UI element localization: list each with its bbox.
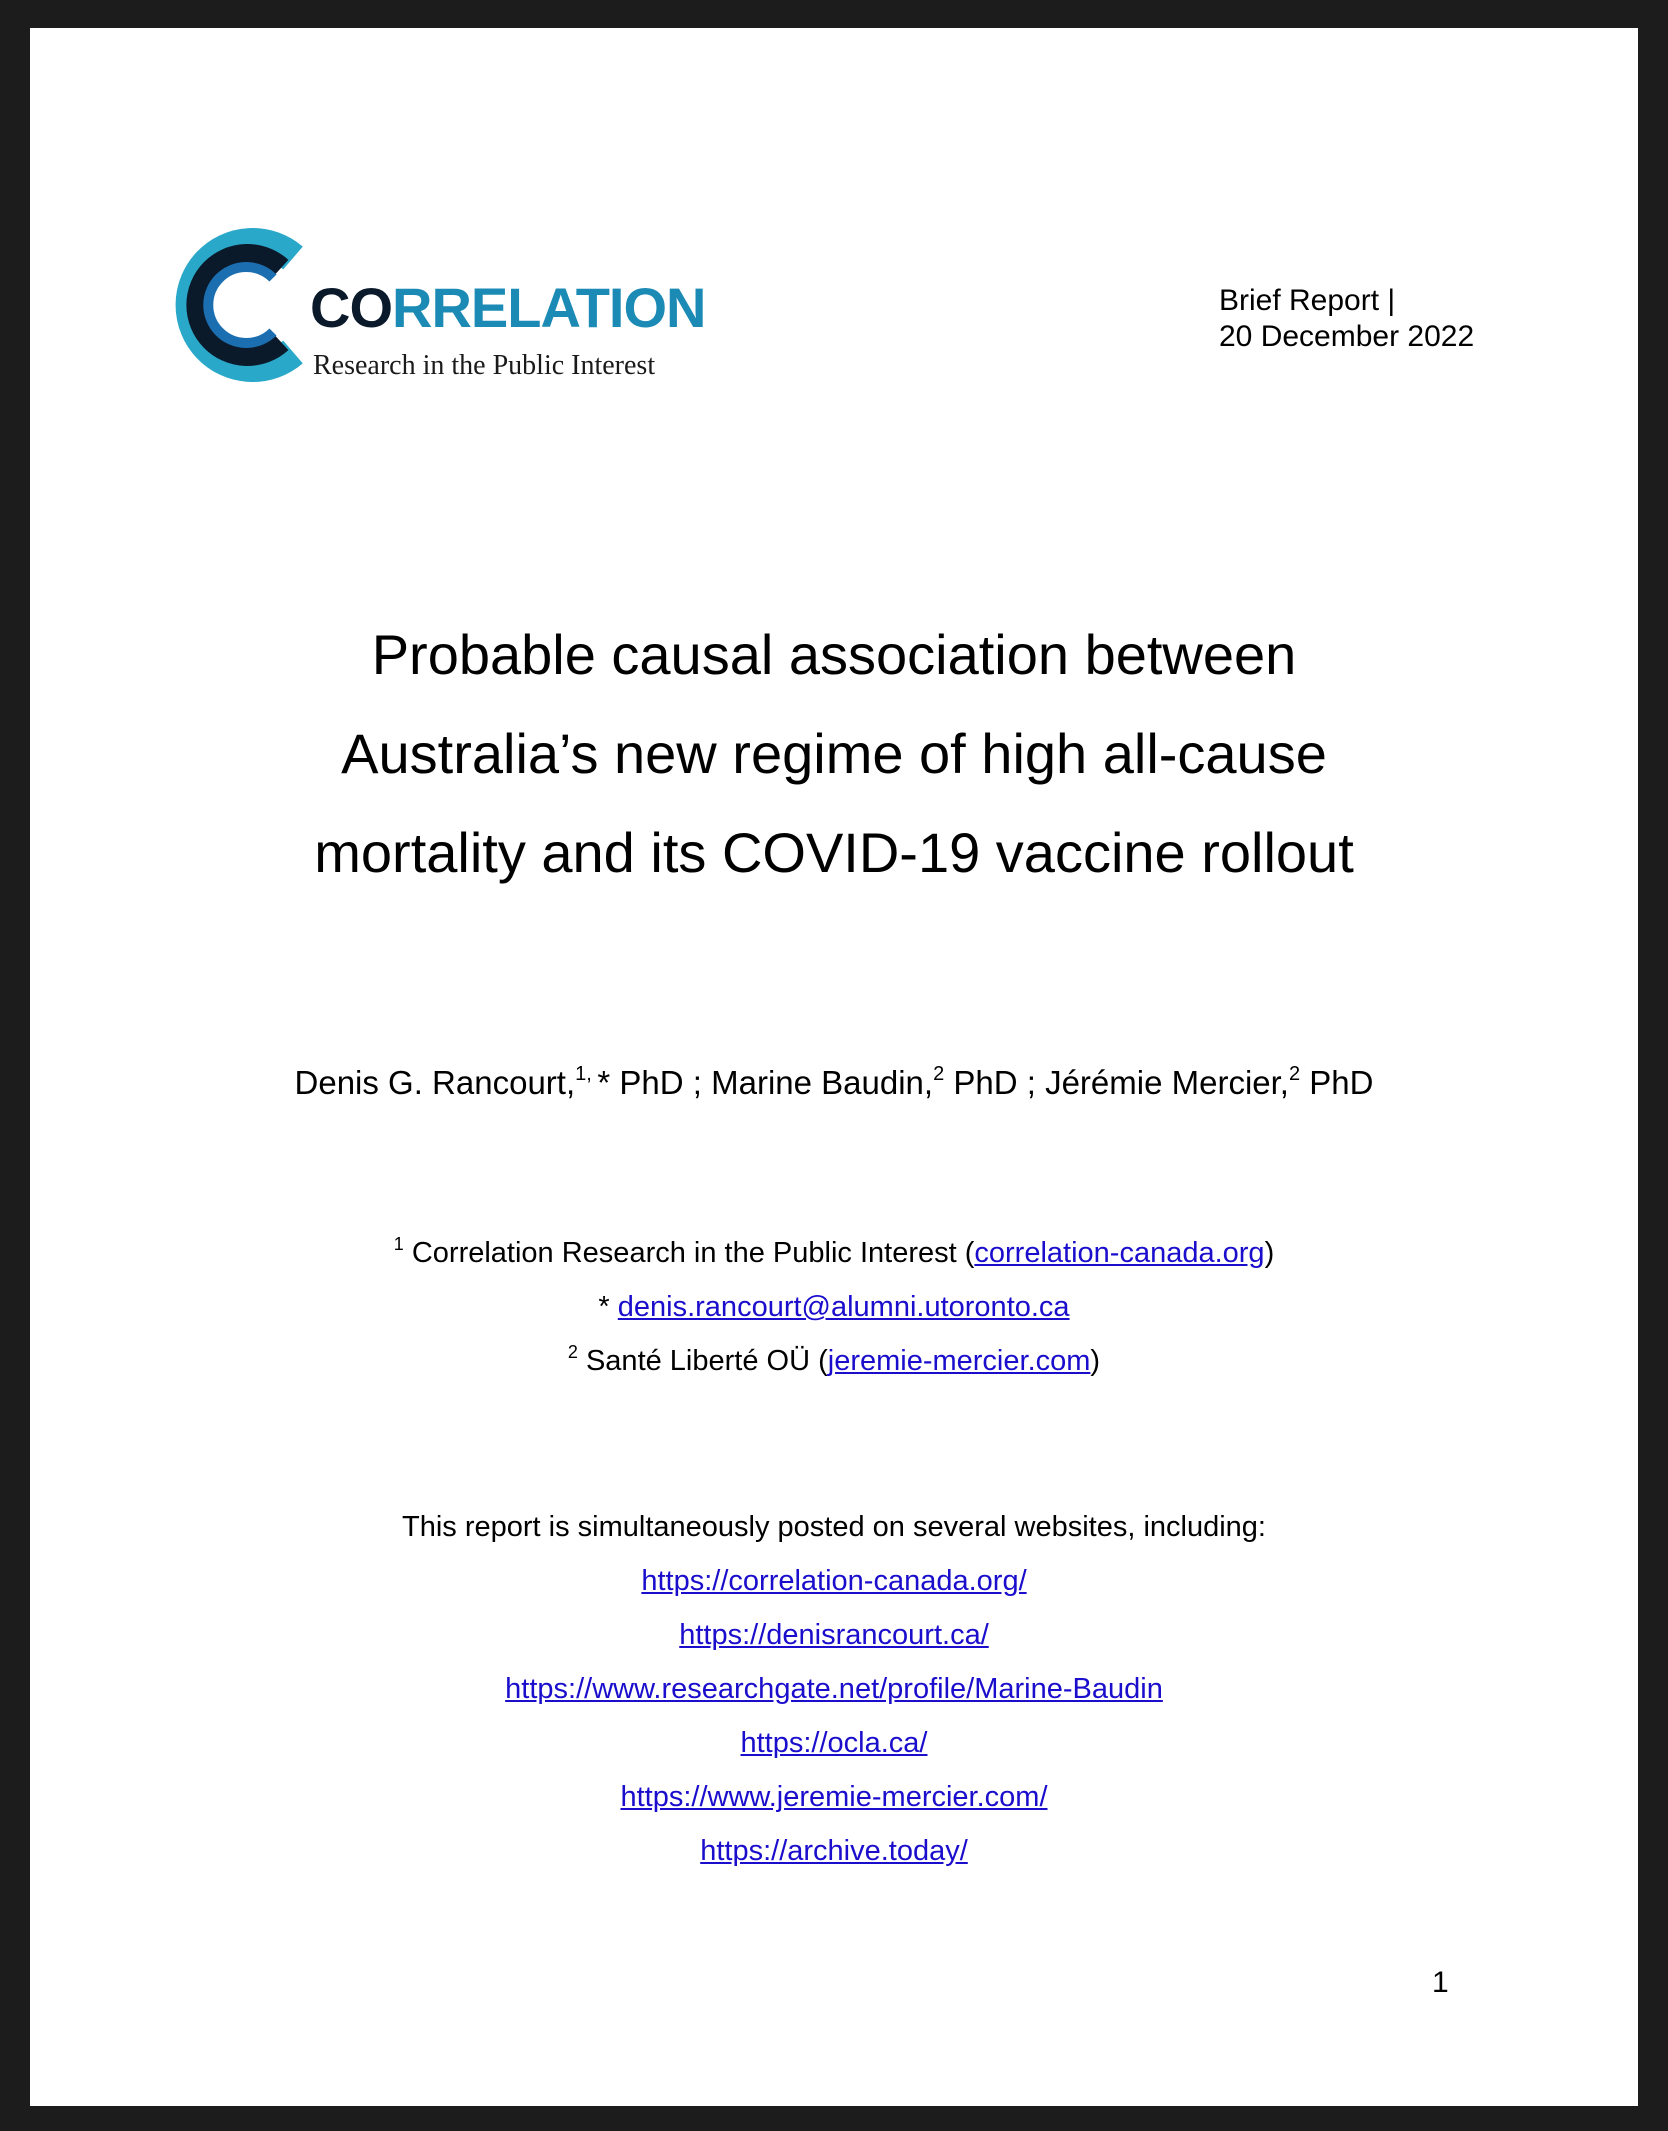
logo-tagline: Research in the Public Interest (313, 350, 656, 381)
author-suffix: PhD (1300, 1064, 1374, 1101)
jeremie-mercier-link[interactable]: jeremie-mercier.com (827, 1345, 1091, 1377)
affiliations (30, 1226, 1638, 1388)
author-name: Denis G. Rancourt, (294, 1064, 576, 1101)
posted-intro: This report is simultaneously posted on several websites, including: (402, 1511, 1266, 1543)
correlation-canada-link[interactable]: correlation-canada.org (974, 1237, 1265, 1269)
author-suffix: * PhD ; (597, 1064, 712, 1101)
affiliation-1 (30, 1226, 1638, 1280)
affiliation-close: ) (1090, 1345, 1101, 1377)
site-link[interactable]: https://denisrancourt.ca/ (679, 1619, 989, 1651)
logo-word-blue: RRELATION (392, 276, 706, 339)
logo-wordmark (310, 276, 706, 339)
author-name: Jérémie Mercier, (1045, 1064, 1289, 1101)
affiliation-text: Santé Liberté OÜ ( (577, 1345, 828, 1377)
affiliation-2 (30, 1334, 1638, 1388)
site-link[interactable]: https://correlation-canada.org/ (641, 1565, 1027, 1597)
site-link[interactable]: https://www.jeremie-mercier.com/ (620, 1781, 1048, 1813)
email-link[interactable]: denis.rancourt@alumni.utoronto.ca (617, 1291, 1070, 1323)
title-line-1: Probable causal association between (371, 623, 1297, 686)
author-affiliation-marker: 2 (1288, 1063, 1301, 1085)
title-line-3: mortality and its COVID-19 vaccine rollout (314, 821, 1354, 884)
report-type: Brief Report | (1219, 284, 1396, 317)
site-link[interactable]: https://ocla.ca/ (740, 1727, 928, 1759)
affiliation-text: Correlation Research in the Public Interest ( (403, 1237, 975, 1269)
posted-sites (30, 1500, 1638, 1878)
report-header (1219, 283, 1474, 355)
affiliation-marker: 1 (393, 1234, 404, 1254)
email-prefix: * (598, 1291, 618, 1323)
logo-word-dark: CO (310, 276, 392, 339)
page-number: 1 (1432, 1966, 1449, 1999)
document-title (30, 605, 1638, 902)
author-affiliation-marker: 2 (933, 1063, 945, 1085)
author-affiliation-marker: 1, (575, 1063, 598, 1085)
site-link[interactable]: https://www.researchgate.net/profile/Marine-Baudin (505, 1673, 1163, 1705)
report-date: 20 December 2022 (1219, 320, 1475, 353)
correlation-logo (165, 220, 725, 390)
corresponding-email (30, 1280, 1638, 1334)
document-page (30, 28, 1638, 2106)
title-line-2: Australia’s new regime of high all-cause (341, 722, 1327, 785)
site-link[interactable]: https://archive.today/ (700, 1835, 968, 1867)
affiliation-marker: 2 (567, 1342, 578, 1362)
affiliation-close: ) (1264, 1237, 1275, 1269)
author-list (30, 1064, 1638, 1102)
correlation-c-logo-icon (165, 220, 305, 390)
author-name: Marine Baudin, (711, 1064, 934, 1101)
author-suffix: PhD ; (944, 1064, 1046, 1101)
